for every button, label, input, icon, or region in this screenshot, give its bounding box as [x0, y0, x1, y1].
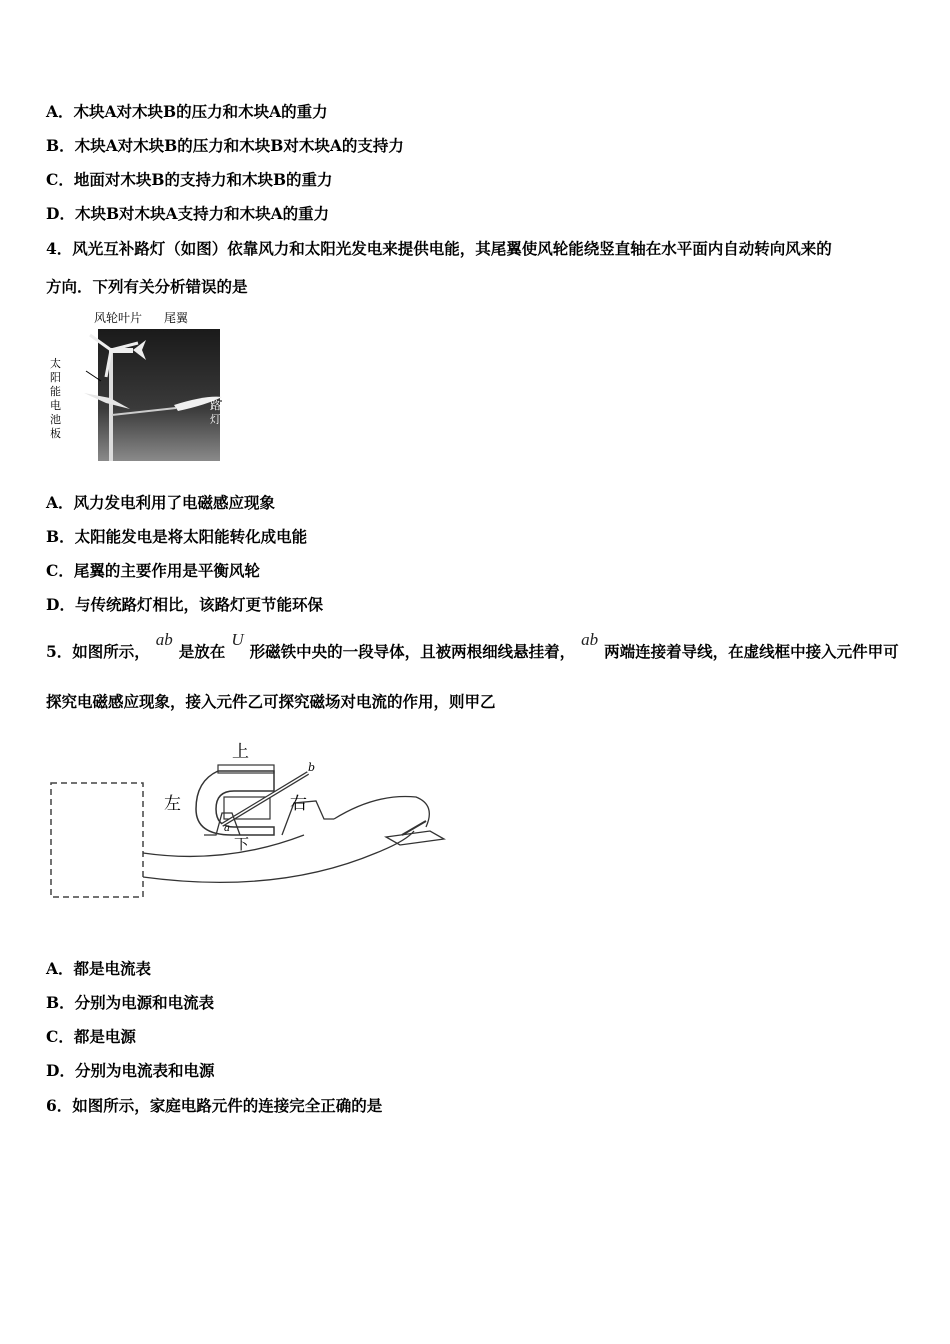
label-panel-5: 池: [50, 413, 61, 426]
q5-option-b: B．分别为电源和电流表: [46, 993, 215, 1012]
label-tail: 尾翼: [164, 311, 189, 325]
q3-option-d: D．木块B对木块A支持力和木块A的重力: [46, 204, 330, 223]
q4-stem-line2: 方向．下列有关分析错误的是: [46, 277, 248, 296]
label-panel-4: 电: [50, 399, 61, 412]
q5-part2: 是放在: [178, 642, 226, 661]
q4-stem-line1: 4．风光互补路灯（如图）依靠风力和太阳光发电来提供电能，其尾翼使风轮能绕竖直轴在水平面内自动转向风来的: [46, 239, 832, 258]
var-ab: ab: [155, 630, 173, 649]
label-left: 左: [164, 794, 181, 814]
wind-solar-streetlight-figure: [46, 305, 224, 463]
dashed-component-box: [51, 783, 143, 897]
u-magnet-circuit-figure: [46, 735, 446, 905]
q5-stem-line1: [46, 630, 899, 662]
label-lamp-1: 路: [210, 399, 221, 412]
label-b: b: [308, 761, 316, 774]
label-lamp-2: 灯: [210, 413, 221, 426]
q3-option-a: A．木块A对木块B的压力和木块A的重力: [46, 102, 328, 121]
label-down: 下: [234, 835, 250, 853]
q4-option-d: D．与传统路灯相比，该路灯更节能环保: [46, 595, 323, 614]
label-panel-6: 板: [50, 427, 61, 440]
label-a: a: [224, 823, 230, 834]
q5-option-d: D．分别为电流表和电源: [46, 1061, 215, 1080]
q5-option-a: A．都是电流表: [46, 959, 152, 978]
q4-option-b: B．太阳能发电是将太阳能转化成电能: [46, 527, 308, 546]
label-panel-1: 太: [50, 357, 61, 370]
q4-option-c: C．尾翼的主要作用是平衡风轮: [46, 561, 260, 580]
q5-option-c: C．都是电源: [46, 1027, 136, 1046]
q5-part4: 两端连接着导线，在虚线框中接入元件甲可: [604, 642, 899, 661]
q6-stem: 6．如图所示，家庭电路元件的连接完全正确的是: [46, 1096, 383, 1115]
label-up: 上: [232, 742, 249, 762]
q5-part1: 5．如图所示，: [46, 642, 150, 661]
q3-option-c: C．地面对木块B的支持力和木块B的重力: [46, 170, 333, 189]
q5-part3: 形磁铁中央的一段导体，且被两根细线悬挂着，: [249, 642, 576, 661]
label-panel-2: 阳: [50, 371, 61, 384]
var-ab-2: ab: [581, 630, 599, 649]
label-blade: 风轮叶片: [94, 311, 143, 325]
q4-option-a: A．风力发电利用了电磁感应现象: [46, 493, 276, 512]
label-right: 右: [290, 794, 307, 814]
var-u: U: [231, 630, 244, 649]
label-panel-3: 能: [50, 385, 61, 398]
q5-stem-line2: 探究电磁感应现象，接入元件乙可探究磁场对电流的作用，则甲乙: [46, 692, 496, 711]
q3-option-b: B．木块A对木块B的压力和木块B对木块A的支持力: [46, 136, 404, 155]
